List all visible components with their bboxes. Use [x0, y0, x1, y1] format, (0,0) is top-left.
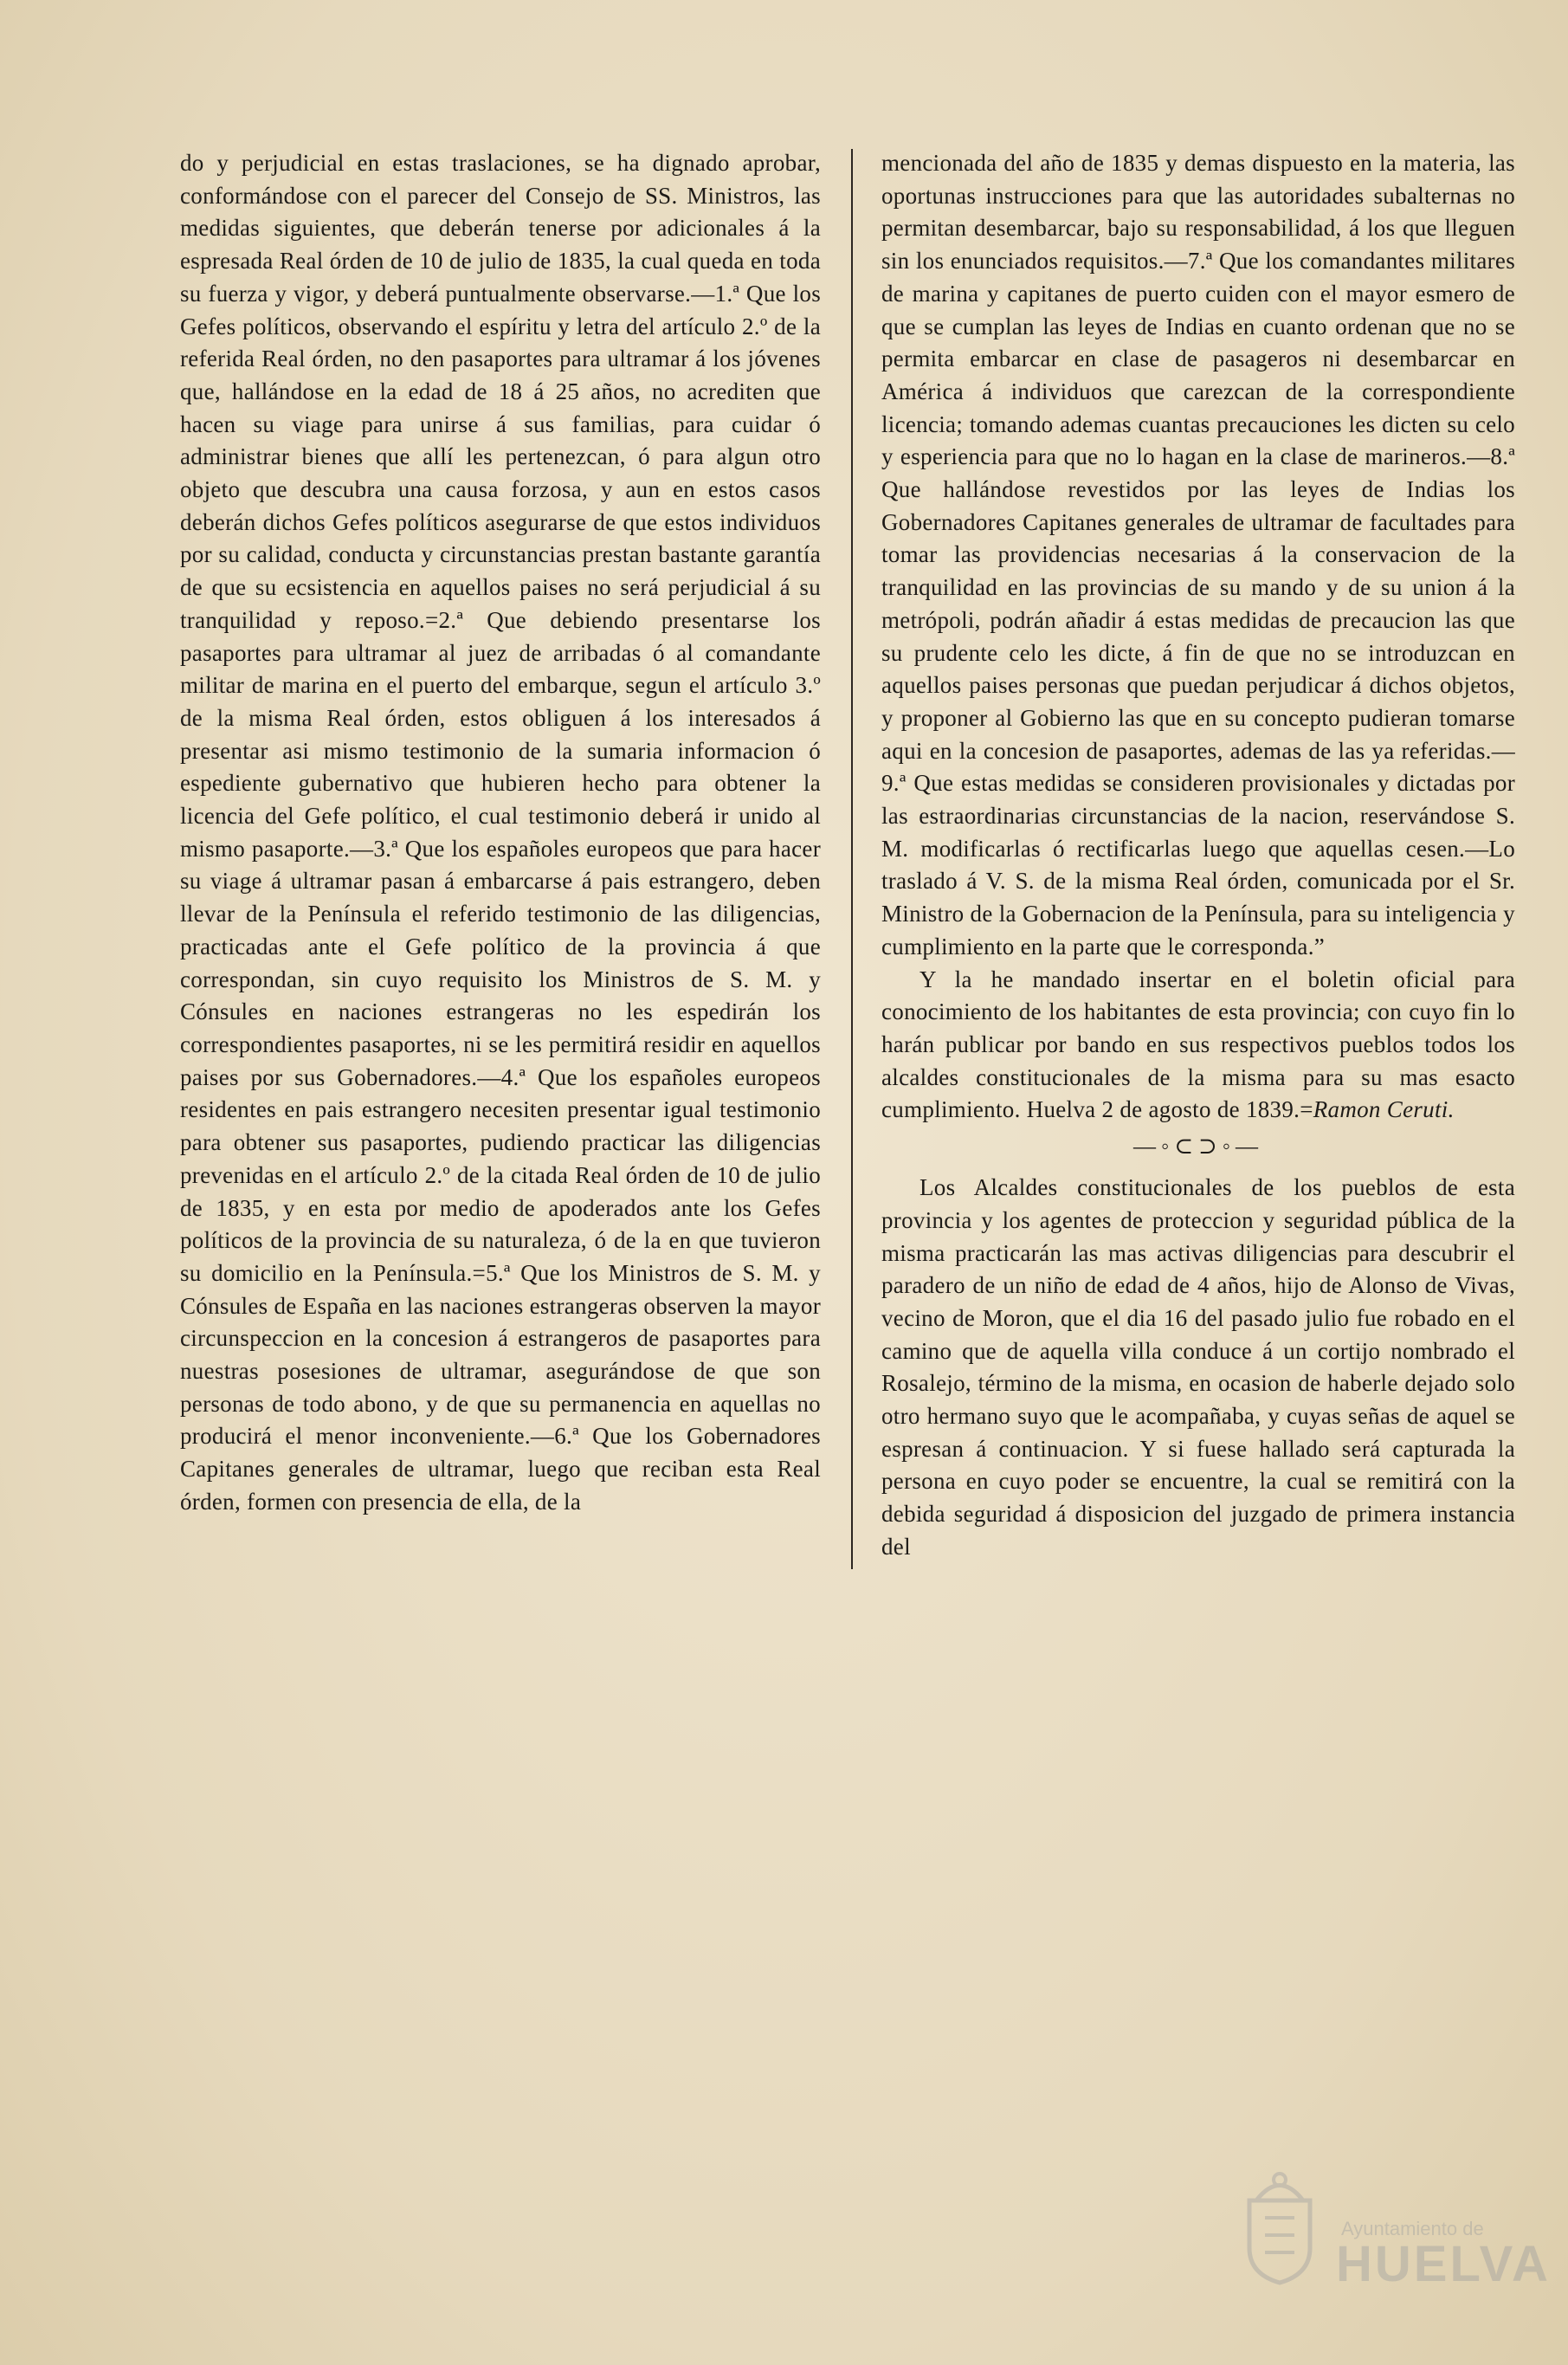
right-text-column [881, 147, 1515, 1564]
watermark-line-1: Ayuntamiento de [1341, 2218, 1484, 2239]
watermark [1230, 2140, 1551, 2313]
section-separator: —◦⊂⊃◦— [1132, 1134, 1263, 1160]
signature: Ramon Ceruti. [1313, 1096, 1455, 1123]
paragraph: mencionada del año de 1835 y demas dispuesto en la materia, las oportunas instrucciones para que las autoridades subalternas no permitan desembarcar, bajo su responsabilidad, á los que lleguen sin los enunciados requisitos.—7.ª Que los comandantes militares de marina y capitanes de puerto cuiden con el mayor esmero de que se cumplan las leyes de Indias en cuanto ordenan que no se permita embarcar en clase de pasageros ni desembarcar en América á individuos que carezcan de la correspondiente licencia; tomando ademas cuantas precauciones les dicten su celo y esperiencia para que no lo hagan en la clase de marineros.—8.ª Que hallándose revestidos por las leyes de Indias los Gobernadores Capitanes generales de ultramar de facultades para tomar las providencias necesarias á la conservacion de la tranquilidad en las provincias de su mando y de su union á la metrópoli, podrán añadir á estas medidas de precaucion las que su prudente celo les dicte, á fin de que no se introduzcan en aquellos paises personas que puedan perjudicar á dichos objetos, y proponer al Gobierno las que en su concepto pudieran tomarse aqui en la concesion de pasaportes, ademas de las ya referidas.—9.ª Que estas medidas se consideren provisionales y dictadas por las estraordinarias circunstancias de la nacion, reservándose S. M. modificarlas ó rectificarlas luego que aquellas cesen.—Lo traslado á V. S. de la misma Real órden, comunicada por el Sr. Ministro de la Gobernacion de la Península, para su inteligencia y cumplimiento en la parte que le corresponda.” [881, 150, 1515, 960]
paragraph: Los Alcaldes constitucionales de los pueblos de esta provincia y los agentes de proteccion y seguridad pública de la misma practicarán las mas activas diligencias para descubrir el paradero de un niño de edad de 4 años, hijo de Alonso de Vivas, vecino de Moron, que el dia 16 del pasado julio fue robado en el camino que de aquella villa conduce á un cortijo nombrado el Rosalejo, término de la misma, en ocasion de haberle dejado solo otro hermano suyo que le acompañaba, y cuyas señas de aquel se espresan á continuacion. Y si fuese hallado será capturada la persona en cuyo poder se encuentre, la cual se remitirá con la debida seguridad á disposicion del juzgado de primera instancia del [881, 1174, 1515, 1560]
paragraph: do y perjudicial en estas traslaciones, se ha dignado aprobar, conformándose con el parecer del Consejo de SS. Ministros, las medidas siguientes, que deberán tenerse por adicionales á la espresada Real órden de 10 de julio de 1835, la cual queda en toda su fuerza y vigor, y deberá puntualmente observarse.—1.ª Que los Gefes políticos, observando el espíritu y letra del artículo 2.º de la referida Real órden, no den pasaportes para ultramar á los jóvenes que, hallándose en la edad de 18 á 25 años, no acrediten que hacen su viage para unirse á sus familias, para cuidar ó administrar bienes que allí les pertenezcan, ó para algun otro objeto que descubra una causa forzosa, y aun en estos casos deberán dichos Gefes políticos asegurarse de que estos individuos por su calidad, conducta y circunstancias prestan bastante garantía de que su ecsistencia en aquellos paises no será perjudicial á su tranquilidad y reposo.=2.ª Que debiendo presentarse los pasaportes para ultramar al juez de arribadas ó al comandante militar de marina en el puerto del embarque, segun el artículo 3.º de la misma Real órden, estos obliguen á los interesados á presentar asi mismo testimonio de la sumaria informacion ó espediente gubernativo que hubieren hecho para obtener la licencia del Gefe político, el cual testimonio deberá ir unido al mismo pasaporte.—3.ª Que los españoles europeos que para hacer su viage á ultramar pasan á embarcarse á pais estrangero, deben llevar de la Península el referido testimonio de las diligencias, practicadas ante el Gefe político de la provincia á que correspondan, sin cuyo requisito los Ministros de S. M. y Cónsules en naciones estrangeras no les espedirán los correspondientes pasaportes, ni se les permitirá residir en aquellos paises por sus Gobernadores.—4.ª Que los españoles europeos residentes en pais estrangero necesiten presentar igual testimonio para obtener sus pasaportes, pudiendo practicar las diligencias prevenidas en el artículo 2.º de la citada Real órden de 10 de julio de 1835, y en esta por medio de apoderados ante los Gefes políticos de la provincia de su naturaleza, ó de la en que tuvieron su domicilio en la Península.=5.ª Que los Ministros de S. M. y Cónsules de España en las naciones estrangeras observen la mayor circunspeccion en la concesion á estrangeros de pasaportes para nuestras posesiones de ultramar, asegurándose de que son personas de todo abono, y de que su permanencia en aquellas no producirá el menor inconveniente.—6.ª Que los Gobernadores Capitanes generales de ultramar, luego que reciban esta Real órden, formen con presencia de ella, de la [180, 150, 821, 1515]
left-text-column [180, 147, 821, 1519]
watermark-line-2: HUELVA [1336, 2236, 1551, 2292]
column-divider [851, 149, 853, 1569]
paragraph-text: Y la he mandado insertar en el boletin oficial para conocimiento de los habitantes de esta provincia; con cuyo fin lo harán publicar por bando en sus respectivos pueblos todos los alcaldes constitucionales de la misma para su mas esacto cumplimiento. Huelva 2 de agosto de 1839.= [881, 966, 1515, 1123]
paragraph-with-signature [881, 964, 1515, 1128]
city-crest-icon [1239, 2166, 1321, 2287]
